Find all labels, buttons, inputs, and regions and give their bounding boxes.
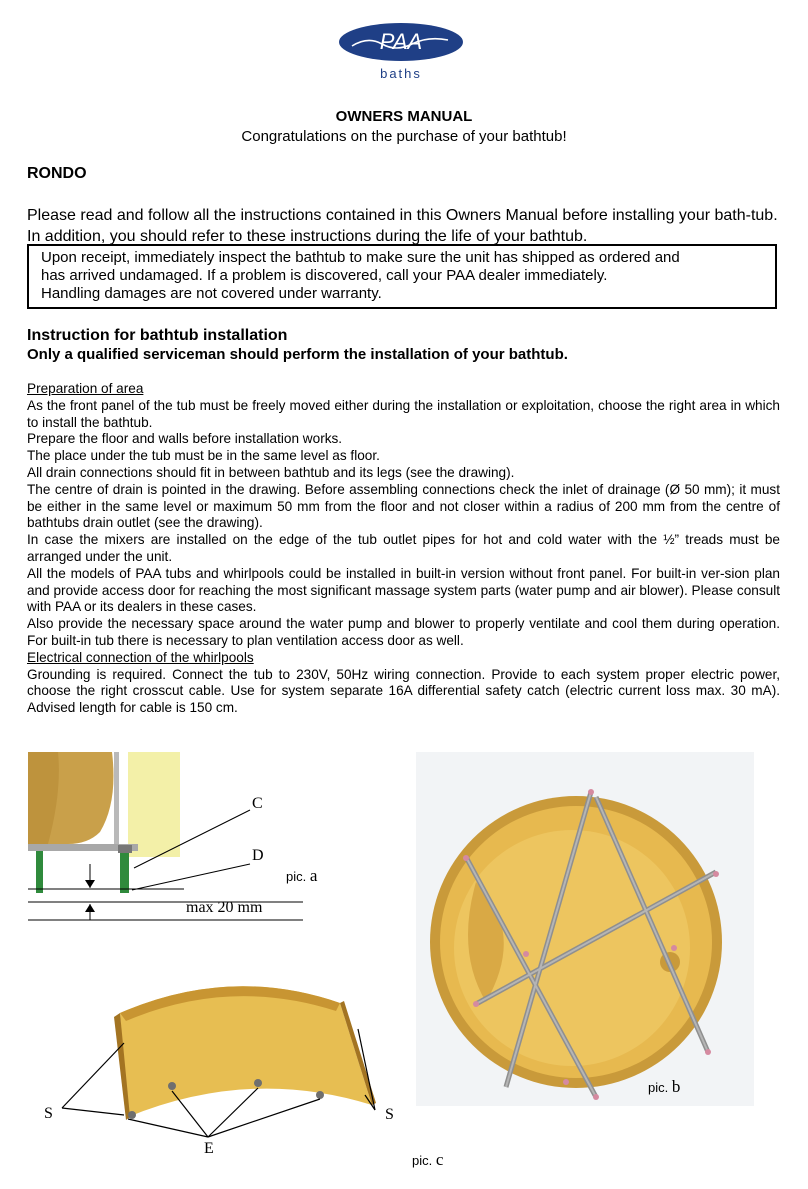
warning-line: Upon receipt, immediately inspect the bathtub to make sure the unit has shipped as ordered and bbox=[41, 249, 680, 266]
preparation-paragraph: Prepare the floor and walls before installation works. bbox=[27, 431, 343, 447]
manual-subtitle: Congratulations on the purchase of your bathtub! bbox=[241, 128, 567, 145]
figure-c-label-s-right: S bbox=[385, 1106, 394, 1123]
preparation-heading: Preparation of area bbox=[27, 381, 144, 396]
figure-c-label-e: E bbox=[204, 1140, 214, 1157]
figure-b bbox=[416, 752, 754, 1106]
preparation-paragraph: Also provide the necessary space around the water pump and blower to properly ventilate and cool them during operation. For built-in tub there is necessary to plan ventilation access door as well. bbox=[27, 616, 780, 648]
figure-a bbox=[28, 752, 328, 927]
warning-line: has arrived undamaged. If a problem is discovered, call your PAA dealer immediately. bbox=[41, 267, 608, 284]
caption-word: pic. bbox=[648, 1080, 669, 1095]
instructions-body bbox=[27, 381, 780, 717]
intro-paragraph: Please read and follow all the instructions contained in this Owners Manual before installing your bath-tub. In addition, you should refer to these instructions during the life of your bathtub. bbox=[27, 207, 778, 245]
caption-word: pic. bbox=[286, 869, 307, 884]
figure-a-caption bbox=[286, 866, 317, 886]
figure-a-label-c: C bbox=[252, 795, 263, 812]
warning-box bbox=[27, 244, 777, 309]
paa-baths-logo bbox=[338, 22, 464, 82]
caption-letter: c bbox=[435, 1150, 444, 1169]
preparation-paragraph: The centre of drain is pointed in the drawing. Before assembling connections check the inlet of drainage (Ø 50 mm); it must be either in the same level or maximum 50 mm from the floor and not closer within a radius of 200 mm from the centre of bathtubs drain outlet (see the drawing). bbox=[27, 481, 780, 531]
preparation-paragraph: As the front panel of the tub must be freely moved either during the installation or exploitation, choose the right area in which to install the bathtub. bbox=[27, 397, 780, 430]
figure-c-label-s-left: S bbox=[44, 1105, 53, 1122]
preparation-paragraph: The place under the tub must be in the same level as floor. bbox=[27, 448, 380, 464]
caption-letter: a bbox=[309, 866, 318, 885]
figure-b-caption bbox=[648, 1077, 680, 1097]
warning-line: Handling damages are not covered under warranty. bbox=[41, 285, 382, 302]
caption-word: pic. bbox=[412, 1153, 433, 1168]
preparation-paragraph: All the models of PAA tubs and whirlpools could be installed in built-in version without front panel. For built-in ver-sion plan and provide access door for reaching the most significant massage system parts (water pump and air blower). Please consult with PAA or its dealers in these cases. bbox=[27, 565, 780, 615]
figure-c bbox=[40, 975, 410, 1165]
preparation-paragraph: All drain connections should fit in between bathtub and its legs (see the drawing). bbox=[27, 464, 515, 480]
installation-heading: Instruction for bathtub installation bbox=[27, 327, 288, 344]
installation-subheading: Only a qualified serviceman should perform the installation of your bathtub. bbox=[27, 346, 568, 363]
logo-sub: baths bbox=[380, 66, 422, 81]
figure-a-label-d: D bbox=[252, 847, 264, 864]
figure-a-dimension: max 20 mm bbox=[186, 899, 263, 916]
electrical-paragraph: Grounding is required. Connect the tub to 230V, 50Hz wiring connection. Provide to each system proper electric power, choose the right crosscut cable. Use for system separate 16A differential safety catch (electric current loss max. 30 mA). Advised length for cable is 150 cm. bbox=[27, 666, 780, 716]
model-name: RONDO bbox=[27, 165, 87, 182]
preparation-paragraph: In case the mixers are installed on the edge of the tub outlet pipes for hot and cold water with the ½” treads must be arranged under the unit. bbox=[27, 532, 780, 564]
caption-letter: b bbox=[671, 1077, 681, 1096]
electrical-heading: Electrical connection of the whirlpools bbox=[27, 649, 254, 665]
manual-title: OWNERS MANUAL bbox=[335, 108, 473, 125]
figure-c-caption bbox=[412, 1150, 443, 1170]
logo-brand: PAA bbox=[379, 29, 423, 54]
